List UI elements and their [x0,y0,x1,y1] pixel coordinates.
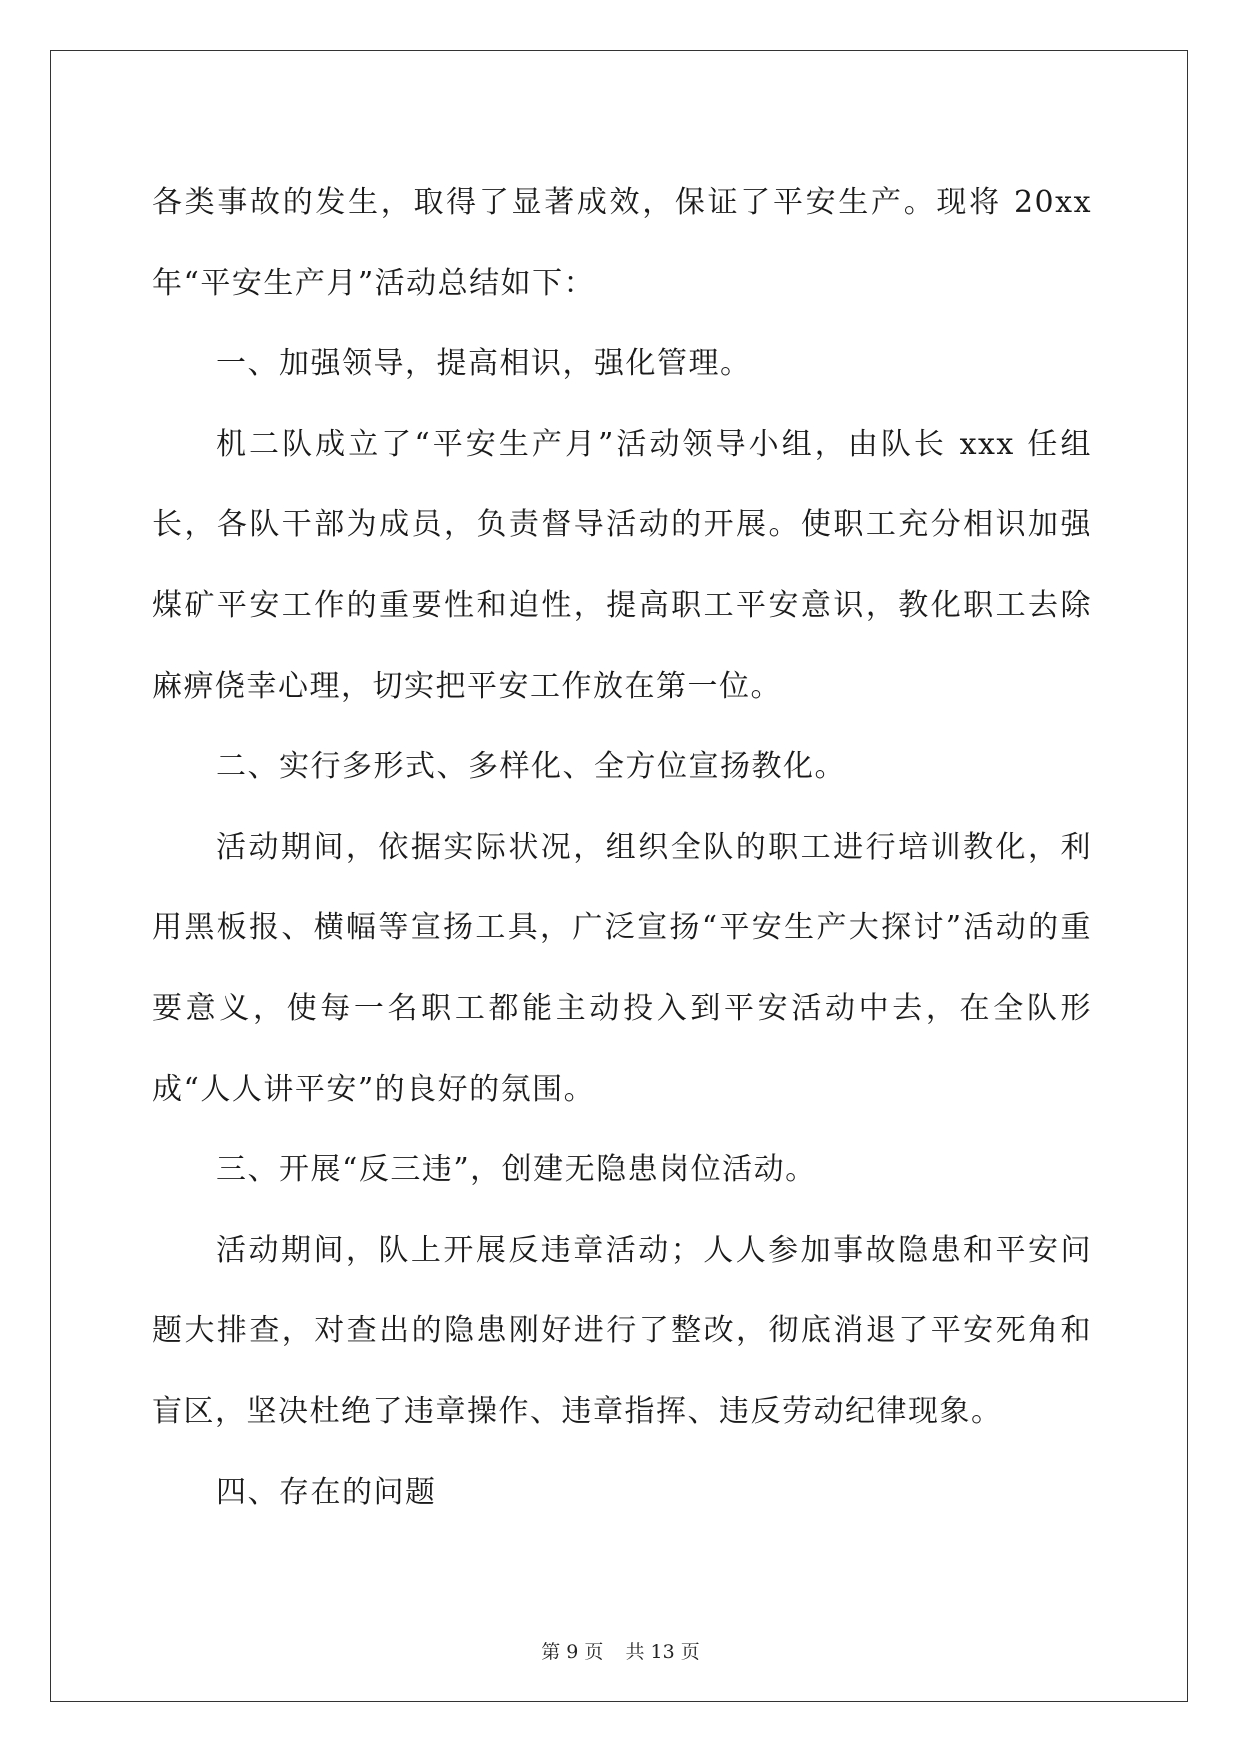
page-number-total: 共 13 页 [625,1641,700,1663]
section-heading-2: 二、实行多形式、多样化、全方位宣扬教化。 [216,749,846,785]
page-footer [0,1637,1241,1664]
paragraph: 活动期间，队上开展反违章活动；人人参加事故隐患和平安问题大排查，对查出的隐患刚好进行了整改，彻底消退了平安死角和盲区，坚决杜绝了违章操作、违章指挥、违反劳动纪律现象。 [152,1232,1092,1429]
page-number-current: 第 9 页 [541,1641,604,1663]
section-heading-1: 一、加强领导，提高相识，强化管理。 [216,346,752,382]
document-body [152,163,1092,1533]
paragraph: 活动期间，依据实际状况，组织全队的职工进行培训教化，利用黑板报、横幅等宣扬工具，广泛宣扬“平安生产大探讨”活动的重要意义，使每一名职工都能主动投入到平安活动中去，在全队形成“人人讲平安”的良好的氛围。 [152,829,1092,1107]
section-heading-3: 三、开展“反三违”，创建无隐患岗位活动。 [216,1152,817,1188]
section-heading-4: 四、存在的问题 [216,1474,437,1510]
paragraph: 机二队成立了“平安生产月”活动领导小组，由队长 xxx 任组长，各队干部为成员，负责督导活动的开展。使职工充分相识加强煤矿平安工作的重要性和迫性，提高职工平安意识，教化职工去除麻痹侥幸心理，切实把平安工作放在第一位。 [152,426,1092,704]
paragraph-continuation: 各类事故的发生，取得了显著成效，保证了平安生产。现将 20xx 年“平安生产月”活动总结如下： [152,185,1092,301]
